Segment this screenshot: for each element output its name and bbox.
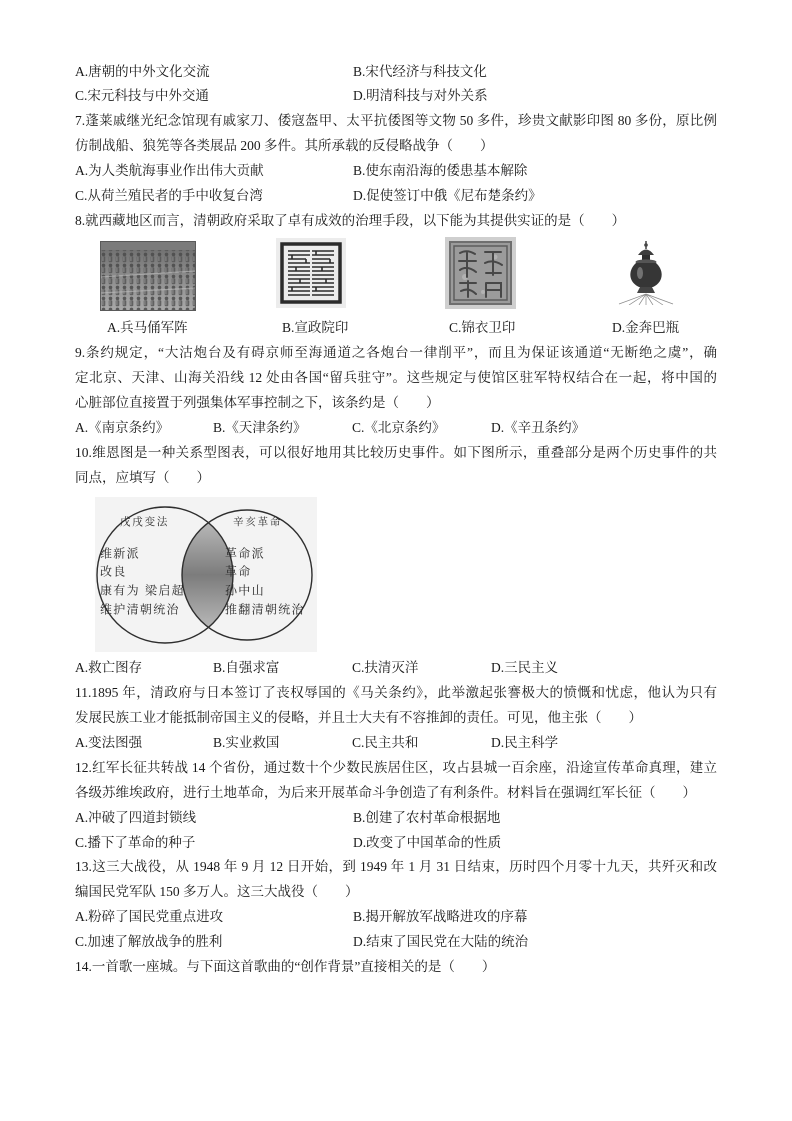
q13-options-row-1 [75, 905, 717, 930]
q13-stem-line-2: 编国民党军队 150 多万人。这三大战役（ ） [75, 884, 359, 900]
q9-options [75, 416, 717, 441]
q7-option-d: D.促使签订中俄《尼布楚条约》 [353, 187, 542, 203]
venn-right-item: 推翻清朝统治 [225, 602, 305, 617]
q8-stem-line-1: 8.就西藏地区而言，清朝政府采取了卓有成效的治理手段，以下能为其提供实证的是（ ） [75, 212, 626, 228]
venn-left-item: 维护清朝统治 [100, 602, 180, 617]
q12-options-row-2 [75, 831, 717, 856]
q7-option-c: C.从荷兰殖民者的手中收复台湾 [75, 187, 263, 203]
q13-option-d: D.结束了国民党在大陆的统治 [353, 934, 529, 950]
q11-option-b: B.实业救国 [213, 735, 280, 751]
venn-diagram [95, 497, 317, 652]
q11-option-a: A.变法图强 [75, 735, 143, 751]
q12-options-row-1 [75, 806, 717, 831]
q13-option-c: C.加速了解放战争的胜利 [75, 934, 223, 950]
venn-right-item: 革命 [225, 564, 252, 579]
q12-option-c: C.播下了革命的种子 [75, 834, 196, 850]
q9-stem-line-3: 心脏部位直接置于列强集体军事控制之下，该条约是（ ） [75, 395, 440, 411]
q10-venn-figure [75, 491, 717, 657]
q8-caption-b: B.宣政院印 [282, 320, 349, 336]
q12-option-b: B.创建了农村革命根据地 [353, 809, 501, 825]
q7-stem-line-2: 仿制战船、狼筅等各类展品 200 多件。其所承载的反侵略战争（ ） [75, 138, 494, 154]
q6-option-a: A.唐朝的中外文化交流 [75, 63, 210, 79]
q12-stem-line-1: 12.红军长征共转战 14 个省份，通过数十个少数民族居住区，攻占县城一百余座，沿途宣传革命真理，建立 [75, 759, 717, 775]
q8-captions [75, 316, 717, 341]
q12-option-d: D.改变了中国革命的性质 [353, 834, 502, 850]
xuanzhengyuan-seal [276, 238, 346, 308]
venn-left-item: 改良 [100, 564, 127, 579]
q7-option-a: A.为人类航海事业作出伟大贡献 [75, 163, 264, 179]
q10-option-b: B.自强求富 [213, 660, 280, 676]
q8-figures [75, 234, 717, 317]
q11-options [75, 731, 717, 756]
q7-option-b: B.使东南沿海的倭患基本解除 [353, 163, 528, 179]
venn-right-item: 孙中山 [225, 583, 265, 598]
q8-caption-c: C.锦衣卫印 [449, 320, 516, 336]
q12-option-a: A.冲破了四道封锁线 [75, 809, 197, 825]
venn-right-item: 革命派 [225, 546, 265, 561]
question-content [75, 60, 717, 980]
q8-caption-a: A.兵马俑军阵 [107, 320, 188, 336]
golden-urn [609, 240, 683, 305]
q9-option-d: D.《辛丑条约》 [491, 419, 586, 435]
q6-option-b: B.宋代经济与科技文化 [353, 63, 487, 79]
q9-option-a: A.《南京条约》 [75, 419, 170, 435]
q10-stem-line-2: 同点，应填写（ ） [75, 469, 210, 485]
q14-stem-line-1: 14.一首歌一座城。与下面这首歌曲的“创作背景”直接相关的是（ ） [75, 959, 496, 975]
q11-option-d: D.民主科学 [491, 735, 559, 751]
q11-option-c: C.民主共和 [352, 735, 419, 751]
q7-stem-line-1: 7.蓬莱戚继光纪念馆现有戚家刀、倭寇盔甲、太平抗倭图等文物 50 多件，珍贵文献影印图 80 多份，原比例 [75, 113, 717, 129]
q11-stem-line-2: 发展民族工业才能抵制帝国主义的侵略，并且士大夫有不容推卸的责任。可见，他主张（ ） [75, 710, 642, 726]
q10-option-d: D.三民主义 [491, 660, 559, 676]
q7-options-row-2 [75, 184, 717, 209]
q8-caption-d: D.金奔巴瓶 [612, 320, 680, 336]
q10-options [75, 656, 717, 681]
venn-left-title: 戊戌变法 [120, 515, 170, 528]
q9-stem-line-1: 9.条约规定，“大沽炮台及有碍京师至海通道之各炮台一律削平”，而且为保证该通道“无断绝之虞”，确 [75, 345, 717, 361]
q9-option-c: C.《北京条约》 [352, 419, 446, 435]
q9-stem-line-2: 定北京、天津、山海关沿线 12 处由各国“留兵驻守”。这些规定与使馆区驻军特权结合在一起，将中国的 [75, 370, 717, 386]
q6-option-c: C.宋元科技与中外交通 [75, 88, 209, 104]
q7-options-row-1 [75, 159, 717, 184]
q13-option-b: B.揭开解放军战略进攻的序幕 [353, 909, 528, 925]
venn-left-item: 维新派 [100, 546, 140, 561]
terracotta-army-photo [100, 241, 196, 311]
jinyiwei-seal [445, 237, 516, 309]
q6-options-row-2 [75, 84, 717, 109]
q13-stem-line-1: 13.这三大战役，从 1948 年 9 月 12 日开始，到 1949 年 1 月 31 日结束，历时四个月零十九天，共歼灭和改 [75, 859, 717, 875]
venn-left-item: 康有为 梁启超 [100, 583, 185, 598]
q10-option-a: A.救亡图存 [75, 660, 143, 676]
q6-option-d: D.明清科技与对外关系 [353, 88, 488, 104]
venn-right-title: 辛亥革命 [233, 515, 283, 528]
q9-option-b: B.《天津条约》 [213, 419, 307, 435]
q13-options-row-2 [75, 930, 717, 955]
q11-stem-line-1: 11.1895 年，清政府与日本签订了丧权辱国的《马关条约》，此举激起张謇极大的愤慨和忧虑，他认为只有 [75, 685, 717, 701]
q10-option-c: C.扶清灭洋 [352, 660, 419, 676]
q10-stem-line-1: 10.维恩图是一种关系型图表，可以很好地用其比较历史事件。如下图所示，重叠部分是两个历史事件的共 [75, 444, 717, 460]
q6-options-row-1 [75, 60, 717, 85]
q12-stem-line-2: 各级苏维埃政府，进行土地革命，为后来开展革命斗争创造了有利条件。材料旨在强调红军长征（ ） [75, 784, 696, 800]
q13-option-a: A.粉碎了国民党重点进攻 [75, 909, 224, 925]
